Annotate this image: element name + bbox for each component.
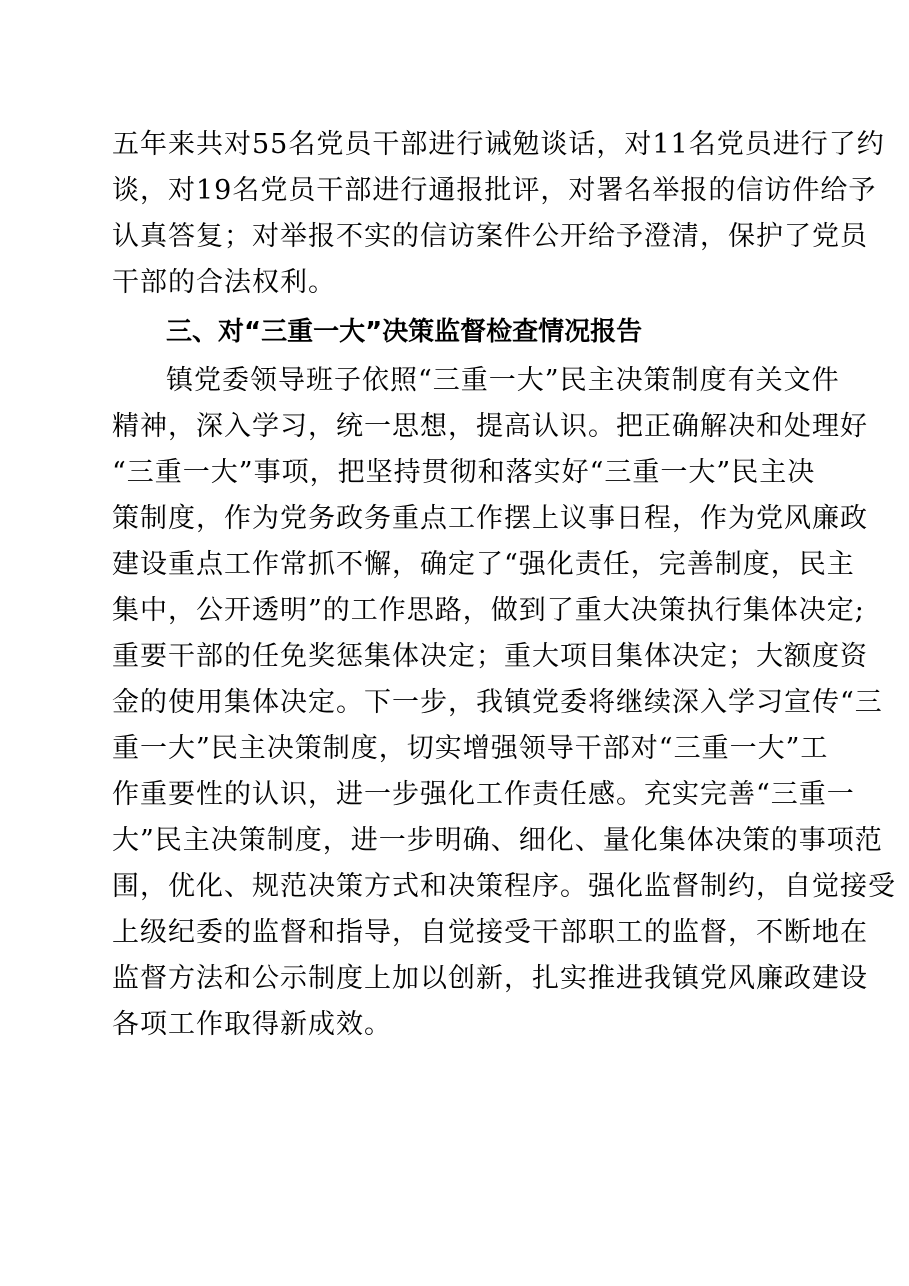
paragraph-line: 五年来共对55名党员干部进行诫勉谈话，对11名党员进行了约 (112, 129, 885, 160)
paragraph-line: 重要干部的任免奖惩集体决定；重大项目集体决定；大额度资 (112, 641, 868, 672)
paragraph-line: 大”民主决策制度，进一步明确、细化、量化集体决策的事项范 (112, 825, 883, 856)
document-body (112, 122, 896, 1048)
paragraph-line: 精神，深入学习，统一思想，提高认识。把正确解决和处理好 (112, 411, 868, 442)
paragraph-line: 建设重点工作常抓不懈，确定了“强化责任，完善制度，民主 (112, 549, 855, 580)
paragraph-line: 围，优化、规范决策方式和决策程序。强化监督制约，自觉接受 (112, 871, 896, 902)
paragraph-line: 干部的合法权利。 (112, 267, 336, 298)
paragraph-line: 监督方法和公示制度上加以创新，扎实推进我镇党风廉政建设 (112, 963, 868, 994)
paragraph-line: “三重一大”事项，把坚持贯彻和落实好“三重一大”民主决 (112, 457, 816, 488)
paragraph-line: 各项工作取得新成效。 (112, 1009, 392, 1040)
paragraph-line: 谈，对19名党员干部进行通报批评，对署名举报的信访件给予 (112, 175, 877, 206)
section-heading: 三、对“三重一大”决策监督检查情况报告 (166, 317, 643, 347)
paragraph-line: 策制度，作为党务政务重点工作摆上议事日程，作为党风廉政 (112, 503, 868, 534)
paragraph-line: 金的使用集体决定。下一步，我镇党委将继续深入学习宣传“三 (112, 687, 883, 718)
paragraph-line: 作重要性的认识，进一步强化工作责任感。充实完善“三重一 (112, 779, 855, 810)
paragraph-line: 镇党委领导班子依照“三重一大”民主决策制度有关文件 (166, 365, 840, 396)
paragraph-2 (112, 358, 896, 1048)
paragraph-line: 重一大”民主决策制度，切实增强领导干部对“三重一大”工 (112, 733, 829, 764)
paragraph-line: 集中，公开透明”的工作思路，做到了重大决策执行集体决定; (112, 595, 865, 626)
paragraph-line: 认真答复；对举报不实的信访案件公开给予澄清，保护了党员 (112, 221, 868, 252)
paragraph-line: 上级纪委的监督和指导，自觉接受干部职工的监督，不断地在 (112, 917, 868, 948)
paragraph-1 (112, 122, 885, 306)
